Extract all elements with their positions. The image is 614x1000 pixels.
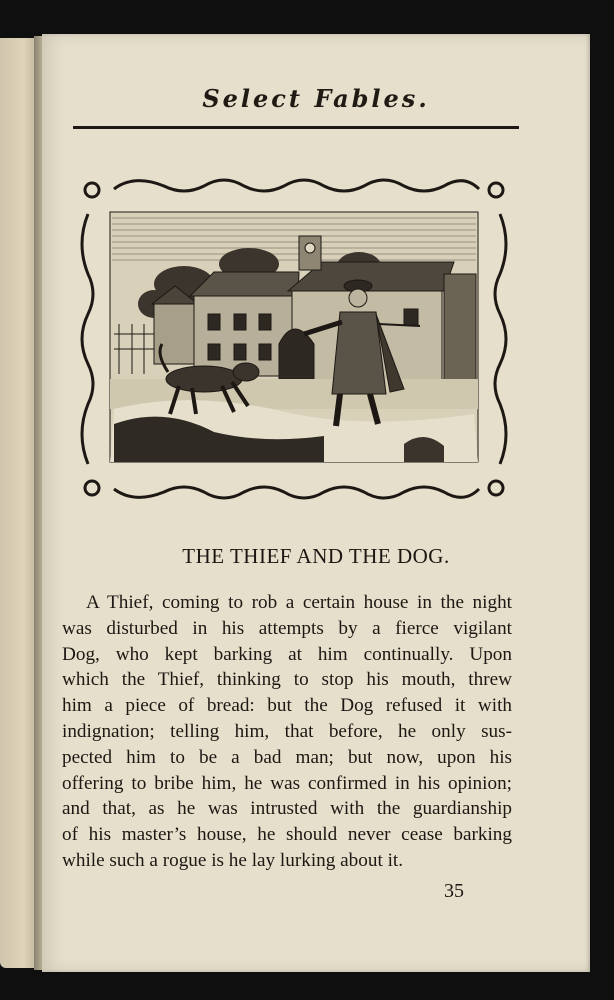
running-head: Select Fables.	[202, 84, 430, 113]
header-rule	[73, 126, 519, 129]
text-line: pected him to be a bad man; but now, upon his	[62, 746, 512, 768]
text-line: Dog, who kept barking at him continually. Upon	[62, 643, 512, 665]
text-line: and that, as he was intrusted with the guardianship	[62, 798, 512, 820]
text-line: indignation; telling him, that before, he only sus-	[62, 720, 512, 742]
text-line: which the Thief, thinking to stop his mouth, threw	[62, 669, 512, 691]
text-line: offering to bribe him, he was confirmed in his opinion;	[62, 772, 512, 794]
text-line: him a piece of bread: but the Dog refused it with	[62, 695, 512, 717]
text-line: was disturbed in his attempts by a fierce vigilant	[62, 617, 512, 639]
book-page	[42, 34, 590, 972]
page-number: 35	[444, 880, 464, 902]
fable-text	[62, 590, 512, 874]
text-line: A Thief, coming to rob a certain house in the night	[86, 592, 512, 613]
text-line: while such a rogue is he lay lurking about it.	[62, 849, 404, 871]
fable-title: THE THIEF AND THE DOG.	[182, 544, 450, 568]
illustration-engraving	[74, 174, 514, 504]
text-line: of his master’s house, he should never cease barking	[62, 824, 512, 846]
